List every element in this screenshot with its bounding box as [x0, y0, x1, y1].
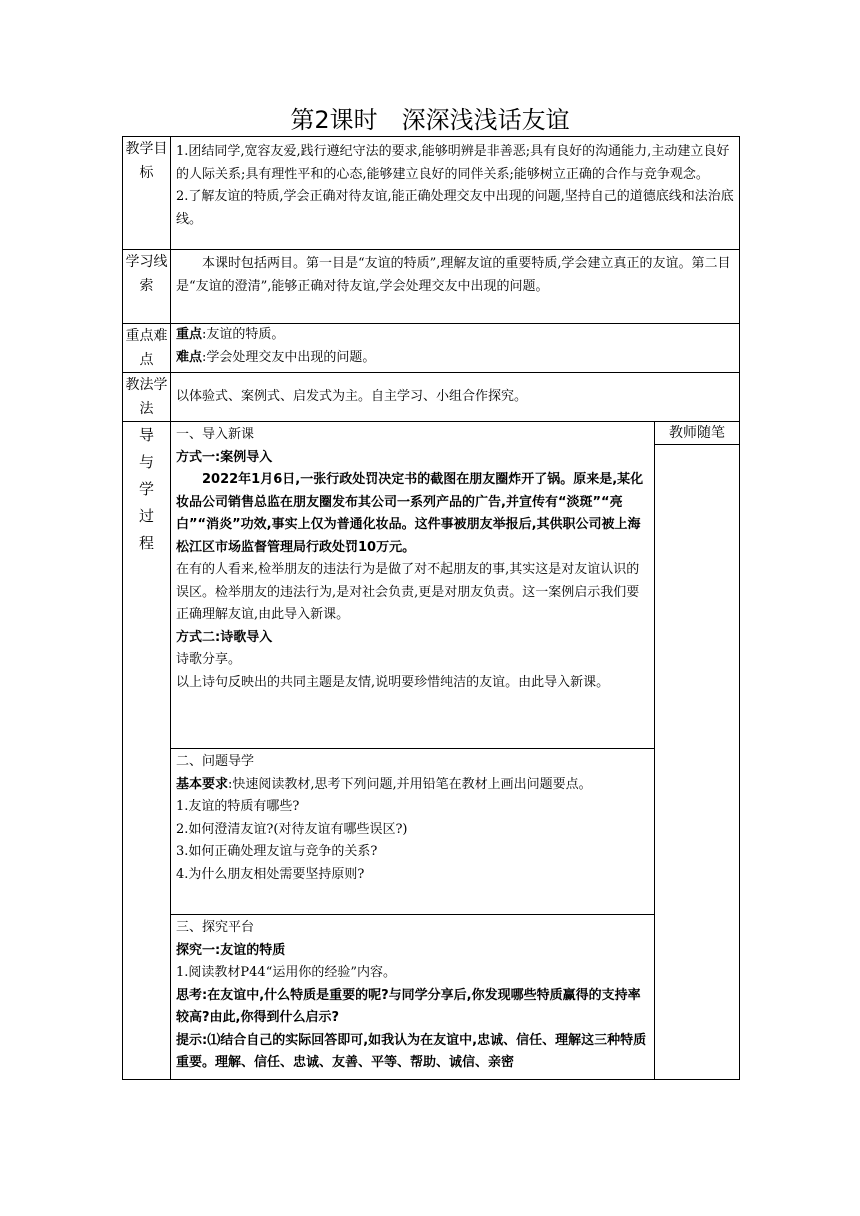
- process-row: [123, 422, 740, 1080]
- clues-text: 本课时包括两目。第一目是“友谊的特质”,理解友谊的重要特质,学会建立真正的友谊。第二目是“友谊的澄清”,能够正确对待友谊,学会处理交友中出现的问题。: [176, 256, 731, 294]
- goals-row: [123, 137, 740, 250]
- method-row: [123, 373, 740, 422]
- key-prefix: 重点: [176, 327, 203, 342]
- process-label: 导 与 学 过 程: [123, 422, 171, 1080]
- difficult-prefix: 难点: [176, 349, 203, 365]
- clues-label: 学习线索: [123, 250, 171, 324]
- intro-heading: 一、导入新课: [176, 427, 255, 442]
- questions-heading: 二、问题导学: [176, 754, 255, 769]
- goal-item-2: 2.了解友谊的特质,学会正确对待友谊,能正确处理交友中出现的问题,坚持自己的道德底线和法治底线。: [176, 189, 734, 227]
- requirement-text: 基本要求:快速阅读教材,思考下列问题,并用铅笔在教材上画出问题要点。: [176, 776, 592, 792]
- teacher-notes-column: [655, 422, 740, 1080]
- poem-share: 诗歌分享。: [176, 652, 242, 667]
- question-2: 2.如何澄清友谊?(对待友谊有哪些误区?): [176, 821, 408, 837]
- method-text: 以体验式、案例式、启发式为主。自主学习、小组合作探究。: [176, 388, 528, 404]
- question-4: 4.为什么朋友相处需要坚持原则?: [176, 866, 365, 882]
- case-comment: 在有的人看来,检举朋友的违法行为是做了对不起朋友的事,其实这是对友谊认识的误区。检举朋友的违法行为,是对社会负责,更是对朋友负责。这一案例启示我们要正确理解友谊,由此导入新课。: [176, 562, 640, 622]
- clues-row: [123, 250, 740, 324]
- key-row: [123, 324, 740, 373]
- read-instruction: 1.阅读教材P44“运用你的经验”内容。: [176, 965, 396, 980]
- method-label: 教法学法: [123, 373, 171, 422]
- section-questions: [171, 749, 654, 915]
- method-two-title: 方式二:诗歌导入: [176, 629, 273, 645]
- section-explore: [171, 915, 654, 1079]
- hint-text: 提示:⑴结合自己的实际回答即可,如我认为在友谊中,忠诚、信任、理解这三种特质重要。理解、信任、忠诚、友善、平等、帮助、诚信、亲密: [176, 1032, 647, 1070]
- explore-one-title: 探究一:友谊的特质: [176, 942, 286, 958]
- process-content: [171, 422, 655, 1080]
- section-intro: [171, 422, 654, 749]
- teacher-notes-header: 教师随笔: [655, 422, 739, 445]
- case-text: 2022年1月6日,一张行政处罚决定书的截图在朋友圈炸开了锅。原来是,某化妆品公司销售总监在朋友圈发布其公司一系列产品的广告,并宣传有“淡斑”“亮白”“消炎”功效,事实上仅为普通化妆品。这件事被朋友举报后,其供职公司被上海松江区市场监督管理局行政处罚10万元。: [176, 472, 644, 555]
- think-question: 思考:在友谊中,什么特质是重要的呢?与同学分享后,你发现哪些特质赢得的支持率较高?由此,你得到什么启示?: [176, 987, 641, 1025]
- explore-heading: 三、探究平台: [176, 920, 255, 935]
- page-title: 第2课时 深深浅浅话友谊: [290, 106, 570, 134]
- poem-summary: 以上诗句反映出的共同主题是友情,说明要珍惜纯洁的友谊。由此导入新课。: [176, 674, 610, 690]
- lesson-plan-table: [122, 136, 740, 1080]
- goals-label: 教学目标: [123, 137, 171, 250]
- goal-item-1: 1.团结同学,宽容友爱,践行遵纪守法的要求,能够明辨是非善恶;具有良好的沟通能力,主动建立良好的人际关系;具有理性平和的心态,能够建立良好的同伴关系;能够树立正确的合作与竞争观念。: [176, 144, 730, 182]
- difficult-point: 难点:学会处理交友中出现的问题。: [176, 349, 376, 365]
- question-3: 3.如何正确处理友谊与竞争的关系?: [176, 844, 378, 859]
- key-label: 重点难点: [123, 324, 171, 373]
- method-one-title: 方式一:案例导入: [176, 449, 273, 465]
- question-1: 1.友谊的特质有哪些?: [176, 799, 300, 814]
- key-point: 重点:友谊的特质。: [176, 327, 285, 342]
